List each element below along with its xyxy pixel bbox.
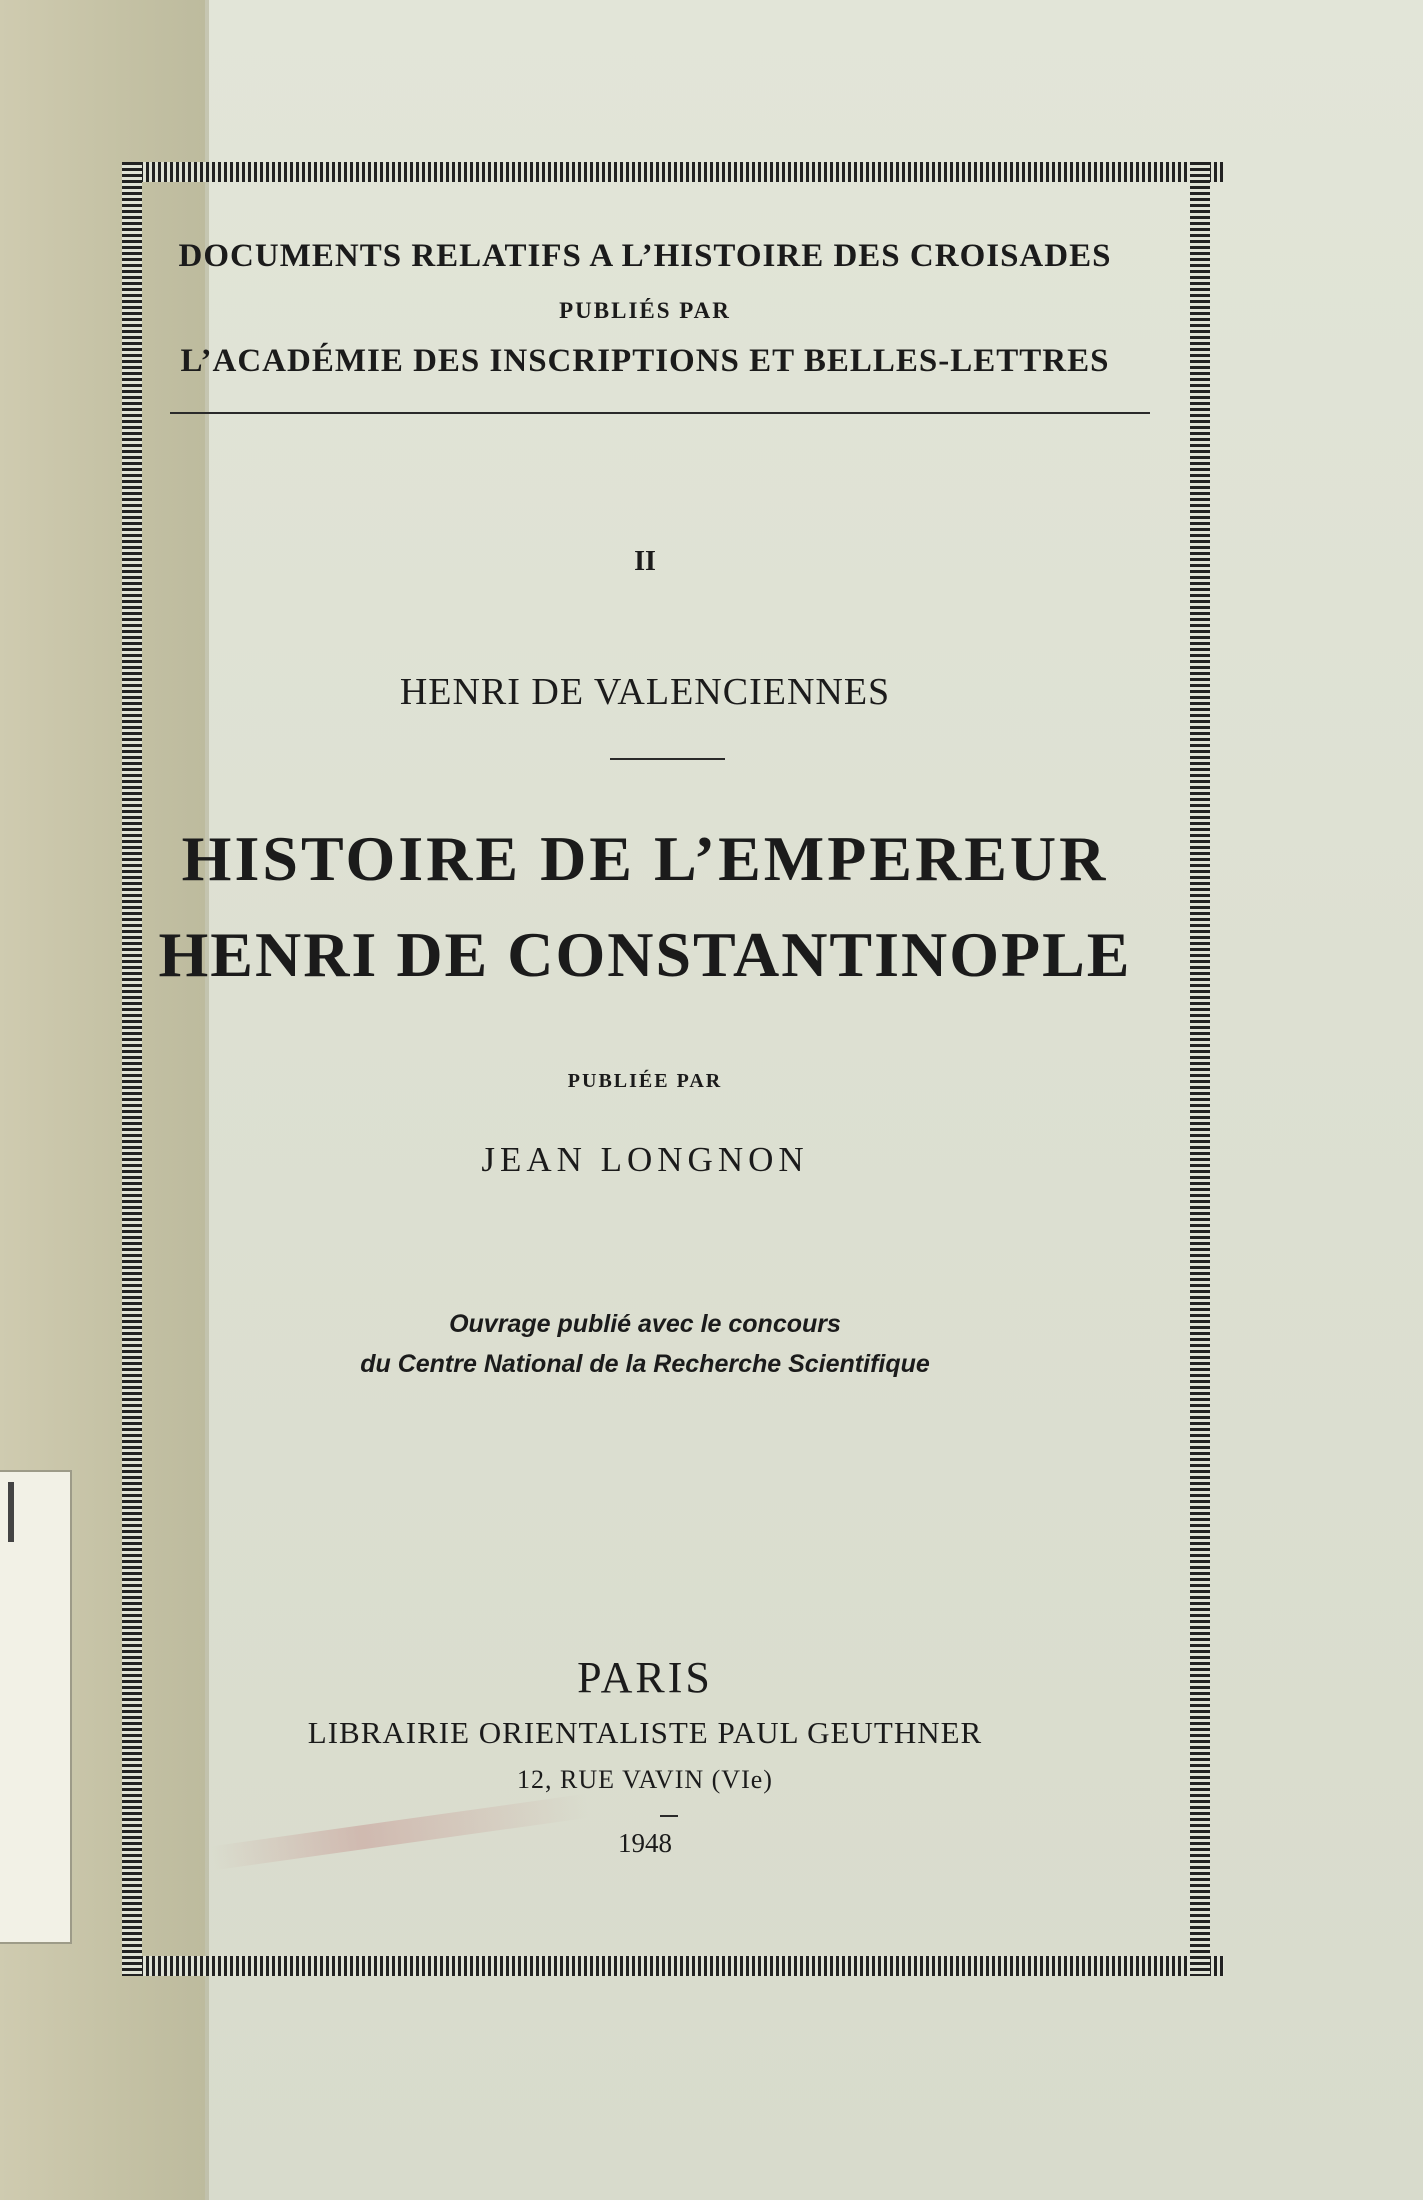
publication-city: PARIS	[577, 1653, 713, 1702]
editor-name: JEAN LONGNON	[481, 1140, 809, 1179]
border-top	[122, 162, 1224, 182]
border-left	[122, 162, 142, 1976]
publies-par: PUBLIÉS PAR	[559, 298, 731, 323]
label-strip	[8, 1482, 14, 1542]
date-rule	[660, 1815, 678, 1817]
volume-number: II	[634, 546, 656, 577]
concours-line-1: Ouvrage publié avec le concours	[449, 1310, 841, 1338]
academy-name: L’ACADÉMIE DES INSCRIPTIONS ET BELLES-LETTRES	[180, 343, 1110, 379]
book-title-line-1: HISTOIRE DE L’EMPEREUR	[181, 823, 1109, 894]
publiee-par: PUBLIÉE PAR	[567, 1070, 723, 1092]
book-title-line-2: HENRI DE CONSTANTINOPLE	[158, 919, 1132, 990]
concours-line-2: du Centre National de la Recherche Scientifique	[360, 1350, 930, 1378]
header-rule	[170, 412, 1150, 414]
author-name: HENRI DE VALENCIENNES	[399, 671, 891, 713]
author-rule	[610, 758, 725, 760]
spine-edge	[205, 0, 209, 2200]
publisher-name: LIBRAIRIE ORIENTALISTE PAUL GEUTHNER	[307, 1715, 983, 1750]
border-right	[1190, 162, 1210, 1976]
publisher-address: 12, RUE VAVIN (VIe)	[517, 1765, 773, 1794]
series-title: DOCUMENTS RELATIFS A L’HISTOIRE DES CROISADES	[178, 238, 1112, 274]
border-bottom	[122, 1956, 1224, 1976]
publication-year: 1948	[618, 1828, 672, 1858]
